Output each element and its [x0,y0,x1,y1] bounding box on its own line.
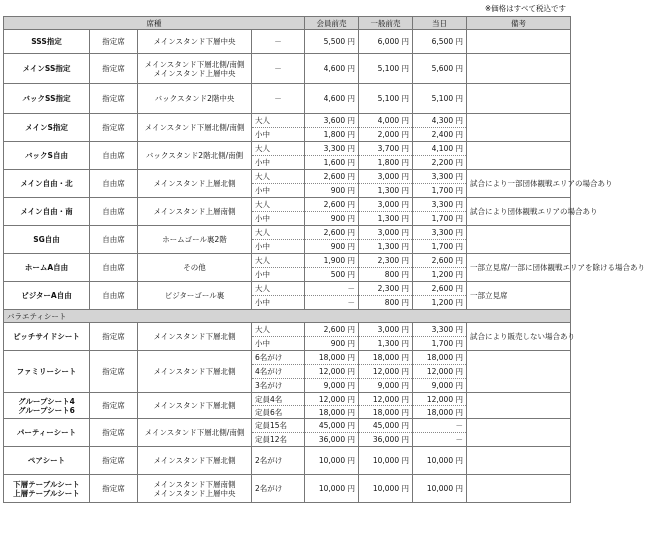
seat-name: バックSS指定 [4,84,90,114]
dayof-price: 10,000 円 [413,475,467,503]
member-price: 4,600 円 [305,84,359,114]
group-cell: － [252,54,305,84]
dayof-price: 4,100 円 [413,142,467,156]
dayof-price: － [413,433,467,447]
remarks: 一部立見席/一部に団体観戦エリアを除ける場合あり [467,254,571,282]
group-cell: 大人 [252,198,305,212]
seat-type: 指定席 [90,323,138,351]
remarks [467,419,571,447]
dayof-price: 12,000 円 [413,393,467,406]
group-cell: 大人 [252,226,305,240]
seat-name-line: 上層テーブルシート [13,488,80,498]
dayof-price: 4,300 円 [413,114,467,128]
group-cell: 2名がけ [252,447,305,475]
table-row [4,84,571,114]
table-row [4,142,571,156]
dayof-price: 9,000 円 [413,379,467,393]
dayof-price: 1,200 円 [413,268,467,282]
remarks [467,393,571,419]
dayof-price: 1,700 円 [413,337,467,351]
general-price: 10,000 円 [359,447,413,475]
seat-name-line: 下層テーブルシート [13,479,80,489]
dayof-price: 1,200 円 [413,296,467,310]
table-row [4,447,571,475]
group-cell: 大人 [252,254,305,268]
member-price: 10,000 円 [305,447,359,475]
general-price: 1,300 円 [359,337,413,351]
seat-name: SG自由 [4,226,90,254]
table-row [4,170,571,184]
general-price: 1,300 円 [359,240,413,254]
dayof-price: 1,700 円 [413,184,467,198]
member-price: 3,300 円 [305,142,359,156]
seat-name [4,393,90,419]
seat-location: その他 [138,254,252,282]
group-cell: 大人 [252,142,305,156]
dayof-price: 2,200 円 [413,156,467,170]
dayof-price: 5,100 円 [413,84,467,114]
dayof-price: 12,000 円 [413,365,467,379]
general-price: 18,000 円 [359,351,413,365]
seat-location: メインスタンド下層北側 [138,323,252,351]
member-price: 900 円 [305,212,359,226]
group-cell: 定員12名 [252,433,305,447]
group-cell: 小中 [252,128,305,142]
seat-location [138,54,252,84]
dayof-price: 6,500 円 [413,30,467,54]
seat-location: メインスタンド下層北側/南側 [138,114,252,142]
general-price: 1,800 円 [359,156,413,170]
group-cell: 小中 [252,296,305,310]
group-cell: 定員15名 [252,419,305,433]
group-cell: 小中 [252,212,305,226]
member-price: 4,600 円 [305,54,359,84]
general-price: 3,000 円 [359,170,413,184]
dayof-price: 3,300 円 [413,323,467,337]
seat-type: 自由席 [90,142,138,170]
remarks [467,54,571,84]
general-price: 36,000 円 [359,433,413,447]
member-price: 2,600 円 [305,170,359,184]
member-price: 500 円 [305,268,359,282]
dayof-price: 3,300 円 [413,226,467,240]
group-cell: － [252,30,305,54]
dayof-price: 18,000 円 [413,406,467,419]
seat-location-line: メインスタンド下層北側/南側 [144,59,245,69]
remarks [467,351,571,393]
seat-location: メインスタンド下層北側/南側 [138,419,252,447]
seat-location-line: メインスタンド下層南側 [153,479,236,489]
group-cell: 大人 [252,170,305,184]
general-price: 5,100 円 [359,84,413,114]
general-price: 18,000 円 [359,406,413,419]
seat-location-line: メインスタンド上層中央 [153,68,236,78]
dayof-price: 2,600 円 [413,254,467,268]
table-row [4,282,571,296]
remarks [467,226,571,254]
seat-name: ビジターA自由 [4,282,90,310]
header-seat: 席種 [4,17,305,30]
seat-type: 自由席 [90,198,138,226]
remarks [467,475,571,503]
seat-type: 自由席 [90,254,138,282]
seat-location [138,475,252,503]
header-remarks: 備考 [467,17,571,30]
seat-location-line: メインスタンド上層中央 [153,488,236,498]
seat-type: 自由席 [90,170,138,198]
group-cell: 小中 [252,337,305,351]
table-row [4,30,571,54]
member-price: 10,000 円 [305,475,359,503]
seat-name [4,475,90,503]
table-row [4,475,571,503]
price-table [3,16,645,503]
remarks [467,30,571,54]
group-cell: 3名がけ [252,379,305,393]
group-cell: 大人 [252,323,305,337]
group-cell: 小中 [252,184,305,198]
table-row [4,393,571,406]
tax-note: ※価格はすべて税込です [484,4,566,13]
table-row [4,351,571,365]
general-price: 12,000 円 [359,393,413,406]
general-price: 12,000 円 [359,365,413,379]
group-cell: 定員6名 [252,406,305,419]
member-price: 5,500 円 [305,30,359,54]
dayof-price: 5,600 円 [413,54,467,84]
seat-location: メインスタンド下層北側 [138,393,252,419]
table-row [4,419,571,433]
header-general: 一般前売 [359,17,413,30]
seat-type: 指定席 [90,475,138,503]
dayof-price: 3,300 円 [413,170,467,184]
group-cell: 2名がけ [252,475,305,503]
group-cell: 小中 [252,268,305,282]
general-price: 3,000 円 [359,226,413,240]
general-price: 2,300 円 [359,254,413,268]
seat-type: 指定席 [90,84,138,114]
table-row [4,323,571,337]
group-cell: 小中 [252,156,305,170]
table-row [4,198,571,212]
member-price: 2,600 円 [305,323,359,337]
seat-type: 指定席 [90,393,138,419]
group-cell: － [252,84,305,114]
general-price: 2,000 円 [359,128,413,142]
seat-name: メインS指定 [4,114,90,142]
general-price: 3,000 円 [359,198,413,212]
remarks [467,84,571,114]
seat-name: メイン自由・南 [4,198,90,226]
seat-location: メインスタンド下層中央 [138,30,252,54]
table-row [4,254,571,268]
group-cell: 6名がけ [252,351,305,365]
remarks [467,142,571,170]
member-price: 3,600 円 [305,114,359,128]
dayof-price: 2,400 円 [413,128,467,142]
seat-location: メインスタンド下層北側 [138,351,252,393]
seat-name: メインSS指定 [4,54,90,84]
seat-type: 指定席 [90,351,138,393]
seat-location: バックスタンド2階北側/南側 [138,142,252,170]
general-price: 4,000 円 [359,114,413,128]
seat-name: バックS自由 [4,142,90,170]
seat-type: 自由席 [90,282,138,310]
general-price: 9,000 円 [359,379,413,393]
seat-type: 指定席 [90,114,138,142]
section-row [4,310,571,323]
seat-location: メインスタンド下層北側 [138,447,252,475]
group-cell: 大人 [252,114,305,128]
seat-name-line: グループシート6 [18,405,75,415]
seat-type: 指定席 [90,54,138,84]
member-price: 45,000 円 [305,419,359,433]
member-price: 9,000 円 [305,379,359,393]
member-price: － [305,282,359,296]
header-dayof: 当日 [413,17,467,30]
seat-type: 指定席 [90,419,138,447]
seat-name: ホームA自由 [4,254,90,282]
remarks: 試合により団体観戦エリアの場合あり [467,198,571,226]
table-row [4,54,571,84]
member-price: 2,600 円 [305,226,359,240]
seat-type: 自由席 [90,226,138,254]
table-row [4,114,571,128]
seat-name: SSS指定 [4,30,90,54]
seat-name: ピッチサイドシート [4,323,90,351]
group-cell: 定員4名 [252,393,305,406]
dayof-price: 1,700 円 [413,212,467,226]
general-price: 5,100 円 [359,54,413,84]
member-price: － [305,296,359,310]
member-price: 18,000 円 [305,406,359,419]
dayof-price: － [413,419,467,433]
general-price: 1,300 円 [359,184,413,198]
group-cell: 大人 [252,282,305,296]
remarks: 試合により販売しない場合あり [467,323,571,351]
member-price: 900 円 [305,184,359,198]
dayof-price: 1,700 円 [413,240,467,254]
remarks: 一部立見席 [467,282,571,310]
general-price: 6,000 円 [359,30,413,54]
remarks [467,114,571,142]
member-price: 2,600 円 [305,198,359,212]
general-price: 10,000 円 [359,475,413,503]
dayof-price: 10,000 円 [413,447,467,475]
general-price: 3,700 円 [359,142,413,156]
seat-name: パーティーシート [4,419,90,447]
group-cell: 4名がけ [252,365,305,379]
member-price: 1,900 円 [305,254,359,268]
seat-location: メインスタンド上層北側 [138,170,252,198]
dayof-price: 3,300 円 [413,198,467,212]
general-price: 1,300 円 [359,212,413,226]
member-price: 900 円 [305,337,359,351]
seat-location: バックスタンド2階中央 [138,84,252,114]
seat-type: 指定席 [90,447,138,475]
seat-name: ファミリーシート [4,351,90,393]
member-price: 36,000 円 [305,433,359,447]
table-row [4,226,571,240]
member-price: 12,000 円 [305,393,359,406]
member-price: 1,800 円 [305,128,359,142]
general-price: 3,000 円 [359,323,413,337]
general-price: 2,300 円 [359,282,413,296]
remarks: 試合により一部団体観戦エリアの場合あり [467,170,571,198]
member-price: 12,000 円 [305,365,359,379]
group-cell: 小中 [252,240,305,254]
general-price: 800 円 [359,268,413,282]
member-price: 900 円 [305,240,359,254]
seat-name-line: グループシート4 [18,396,75,406]
seat-type: 指定席 [90,30,138,54]
seat-name: メイン自由・北 [4,170,90,198]
member-price: 1,600 円 [305,156,359,170]
dayof-price: 2,600 円 [413,282,467,296]
seat-location: メインスタンド上層南側 [138,198,252,226]
dayof-price: 18,000 円 [413,351,467,365]
seat-name: ペアシート [4,447,90,475]
header-member: 会員前売 [305,17,359,30]
general-price: 800 円 [359,296,413,310]
header-row [4,17,571,30]
seat-location: ホームゴール裏2階 [138,226,252,254]
member-price: 18,000 円 [305,351,359,365]
general-price: 45,000 円 [359,419,413,433]
seat-location: ビジターゴール裏 [138,282,252,310]
section-title: バラエティシート [4,310,571,323]
remarks [467,447,571,475]
